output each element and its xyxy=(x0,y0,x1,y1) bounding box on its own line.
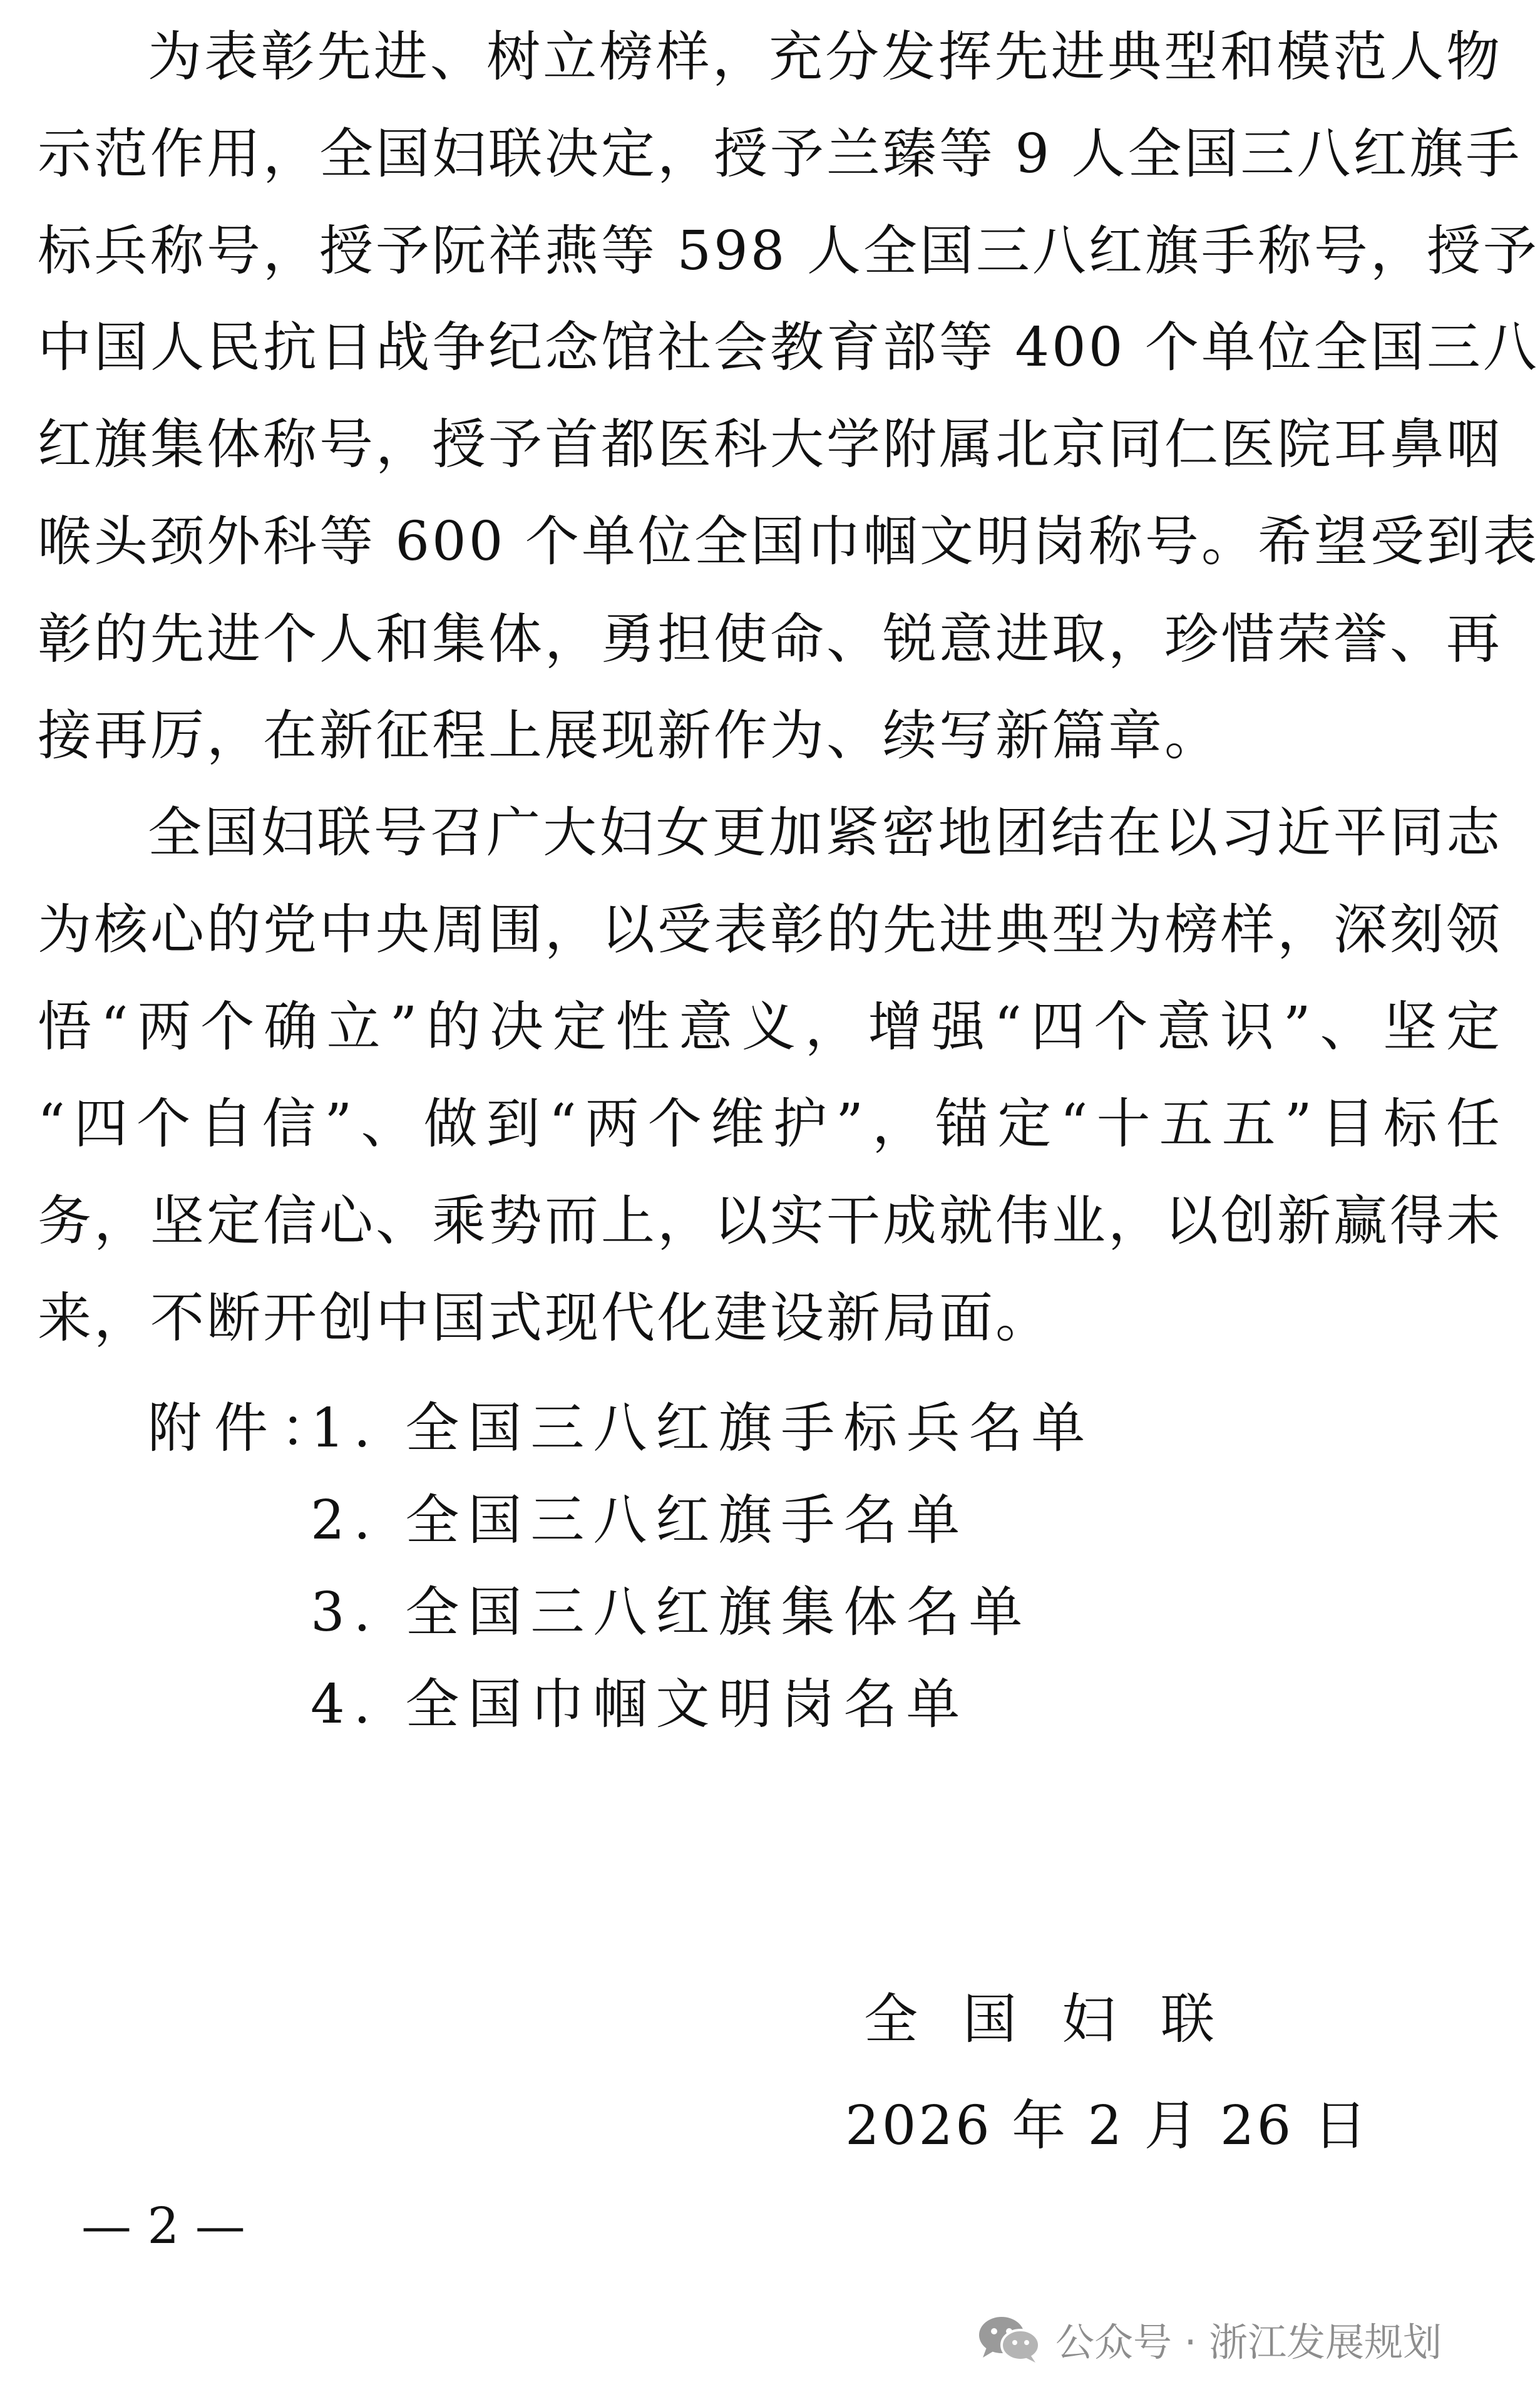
attachments-label: 附件： xyxy=(148,1397,347,1460)
signature-date: 2026 年 2 月 26 日 xyxy=(845,2095,1370,2157)
paragraph-1-line-5: 红旗集体称号，授予首都医科大学附属北京同仁医院耳鼻咽 xyxy=(38,413,1502,476)
attachment-item: 4. 全国巾帼文明岗名单 xyxy=(311,1673,969,1736)
paragraph-2-line-4: “四个自信”、做到“两个维护”，锚定“十五五”目标任 xyxy=(38,1093,1502,1155)
paragraph-1-line-6: 喉头颈外科等 600 个单位全国巾帼文明岗称号。希望受到表 xyxy=(38,510,1539,573)
signature-organization: 全国妇联 xyxy=(864,1988,1260,2051)
paragraph-1-line-1: 为表彰先进、树立榜样，充分发挥先进典型和模范人物 xyxy=(148,26,1502,88)
attachment-item: 2. 全国三八红旗手名单 xyxy=(311,1489,969,1552)
wechat-icon xyxy=(977,2314,1042,2364)
paragraph-2-line-5: 务，坚定信心、乘势而上，以实干成就伟业，以创新赢得未 xyxy=(38,1190,1502,1252)
page-number: — 2 — xyxy=(81,2197,245,2255)
attachment-item: 3. 全国三八红旗集体名单 xyxy=(311,1581,1032,1644)
paragraph-2-line-1: 全国妇联号召广大妇女更加紧密地团结在以习近平同志 xyxy=(148,802,1502,864)
paragraph-1-line-7: 彰的先进个人和集体，勇担使命、锐意进取，珍惜荣誉、再 xyxy=(38,608,1502,671)
attachment-item: 1. 全国三八红旗手标兵名单 xyxy=(311,1397,1094,1460)
paragraph-2-line-3: 悟“两个确立”的决定性意义，增强“四个意识”、坚定 xyxy=(38,996,1502,1058)
paragraph-2-line-2: 为核心的党中央周围，以受表彰的先进典型为榜样，深刻领 xyxy=(38,899,1502,961)
paragraph-2-line-6: 来，不断开创中国式现代化建设新局面。 xyxy=(38,1287,1052,1349)
paragraph-1-line-4: 中国人民抗日战争纪念馆社会教育部等 400 个单位全国三八 xyxy=(38,316,1539,379)
paragraph-1-line-8: 接再厉，在新征程上展现新作为、续写新篇章。 xyxy=(38,704,1221,767)
paragraph-1-line-3: 标兵称号，授予阮祥燕等 598 人全国三八红旗手称号，授予 xyxy=(38,220,1539,282)
watermark xyxy=(977,2311,1442,2367)
paragraph-1-line-2: 示范作用，全国妇联决定，授予兰臻等 9 人全国三八红旗手 xyxy=(38,123,1522,185)
watermark-text: 公众号 · 浙江发展规划 xyxy=(1055,2319,1442,2365)
